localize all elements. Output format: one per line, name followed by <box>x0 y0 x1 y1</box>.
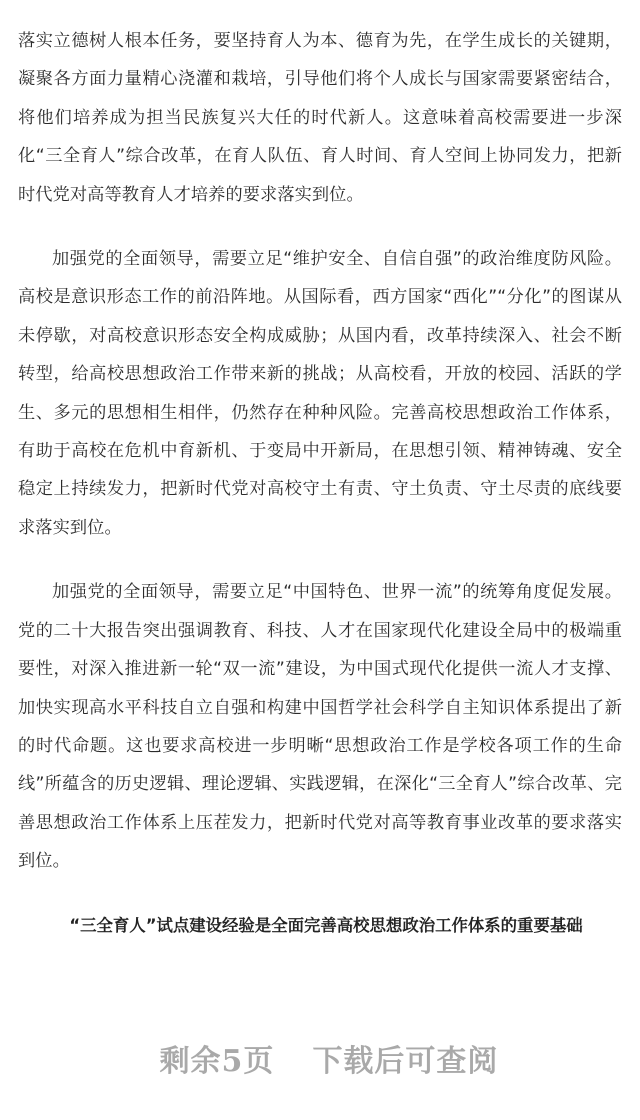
paragraph-1: 落实立德树人根本任务，要坚持育人为本、德育为先，在学生成长的关键期，凝聚各方面力量精心浇灌和栽培，引导他们将个人成长与国家需要紧密结合，将他们培养成为担当民族复兴大任的时代新人。这意味着高校需要进一步深化“三全育人”综合改革，在育人队伍、育人时间、育人空间上协同发力，把新时代党对高等教育人才培养的要求落实到位。 <box>18 31 622 205</box>
remaining-pages-text: 剩余5页 <box>159 1044 275 1079</box>
article-body <box>18 22 622 945</box>
remaining-pages-banner[interactable] <box>0 1036 640 1080</box>
paragraph-3: 加强党的全面领导，需要立足“中国特色、世界一流”的统筹角度促发展。党的二十大报告突出强调教育、科技、人才在国家现代化建设全局中的极端重要性，对深入推进新一轮“双一流”建设，为中国式现代化提供一流人才支撑、加快实现高水平科技自立自强和构建中国哲学社会科学自主知识体系提出了新的时代命题。这也要求高校进一步明晰“思想政治工作是学校各项工作的生命线”所蕴含的历史逻辑、理论逻辑、实践逻辑，在深化“三全育人”综合改革、完善思想政治工作体系上压茬发力，把新时代党对高等教育事业改革的要求落实到位。 <box>18 582 622 872</box>
section-heading: “三全育人”试点建设经验是全面完善高校思想政治工作体系的重要基础 <box>69 915 583 935</box>
download-hint-text: 下载后可查阅 <box>312 1044 499 1079</box>
paragraph-2: 加强党的全面领导，需要立足“维护安全、自信自强”的政治维度防风险。高校是意识形态工作的前沿阵地。从国际看，西方国家“西化”“分化”的图谋从未停歇，对高校意识形态安全构成威胁；从国内看，改革持续深入、社会不断转型，给高校思想政治工作带来新的挑战；从高校看，开放的校园、活跃的学生、多元的思想相生相伴，仍然存在种种风险。完善高校思想政治工作体系，有助于高校在危机中育新机、于变局中开新局，在思想引领、精神铸魂、安全稳定上持续发力，把新时代党对高校守土有责、守土负责、守土尽责的底线要求落实到位。 <box>18 249 622 538</box>
